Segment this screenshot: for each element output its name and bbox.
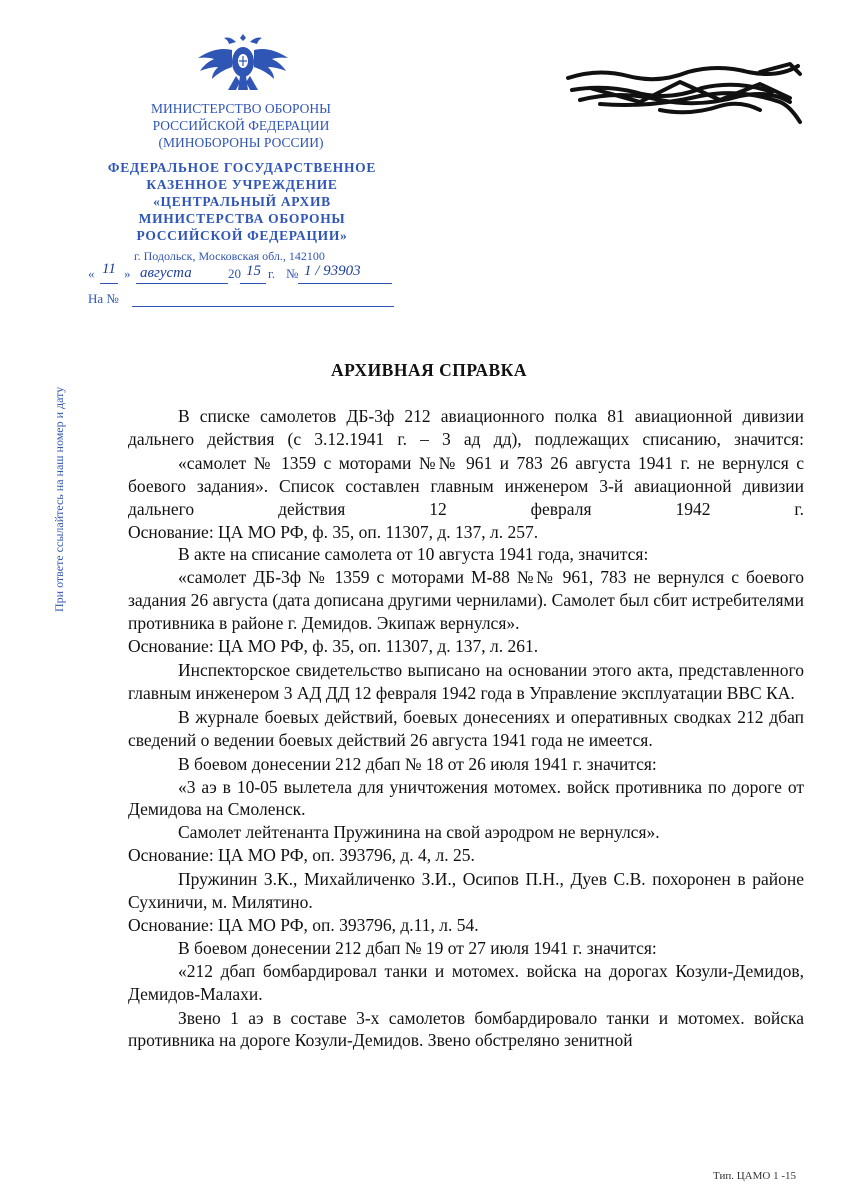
source-reference: Основание: ЦА МО РФ, ф. 35, оп. 11307, д. 137, л. 257. [128, 521, 539, 542]
quote-paragraph: «3 аэ в 10-05 вылетела для уничтожения мотомех. войск противника по дороге от Демидова на Смоленск. [128, 776, 804, 820]
emblem-eagle-icon [196, 30, 290, 94]
reference-line: На № [88, 291, 119, 306]
ministry-line: МИНИСТЕРСТВО ОБОРОНЫ [151, 101, 331, 116]
paragraph: Пружинин З.К., Михайличенко З.И., Осипов П.Н., Дуев С.В. похоронен в районе Сухиничи, м. Милятино. [128, 869, 804, 913]
date-year-label: г. [268, 266, 276, 281]
paragraph: В акте на списание самолета от 10 августа 1941 года, значится: [178, 544, 649, 565]
paragraph: В боевом донесении 212 дбап № 19 от 27 июля 1941 г. значится: [178, 937, 657, 958]
redaction-scribble [560, 60, 810, 135]
ministry-line: (МИНОБОРОНЫ РОССИИ) [158, 135, 324, 150]
date-year-prefix: 20 [228, 266, 241, 281]
paragraph: В журнале боевых действий, боевых донесениях и оперативных сводках 212 дбап сведений о ведении боевых действий 26 августа 1941 года не имеется. [128, 706, 804, 750]
ministry-line: РОССИЙСКОЙ ФЕДЕРАЦИИ [152, 118, 330, 133]
org-line: МИНИСТЕРСТВА ОБОРОНЫ [138, 211, 346, 226]
org-line: ФЕДЕРАЛЬНОЕ ГОСУДАРСТВЕННОЕ [107, 160, 377, 175]
source-reference: Основание: ЦА МО РФ, оп. 393796, д.11, л. 54. [128, 914, 479, 935]
org-line: РОССИЙСКОЙ ФЕДЕРАЦИИ» [136, 228, 348, 243]
print-code: Тип. ЦАМО 1 -15 [713, 1170, 796, 1182]
quote-paragraph: «самолет ДБ-3ф № 1359 с моторами М-88 №№ 961, 783 не вернулся с боевого задания 26 августа (дата дописана другими чернилами). Самолет был сбит истребителями противника в районе г. Демидов. Экипаж вернулся». [128, 567, 804, 634]
quote-paragraph: Самолет лейтенанта Пружинина на свой аэродром не вернулся». [178, 822, 660, 843]
paragraph: В боевом донесении 212 дбап № 18 от 26 июля 1941 г. значится: [178, 753, 657, 774]
date-day: 11 [102, 261, 116, 277]
paragraph: В списке самолетов ДБ-3ф 212 авиационного полка 81 авиационной дивизии дальнего действия (с 3.12.1941 г. – 3 ад дд), подлежащих списанию, значится: [128, 406, 804, 449]
document-body [128, 405, 804, 1052]
org-line: «ЦЕНТРАЛЬНЫЙ АРХИВ [153, 194, 331, 209]
document-title: АРХИВНАЯ СПРАВКА [331, 360, 527, 380]
organization-name [96, 159, 388, 244]
quote-paragraph: «212 дбап бомбардировал танки и мотомех. войска на дорогах Козули-Демидов, Демидов-Малахи. [128, 960, 804, 1004]
date-line: « 11 » августа 20 15 г. № 1 / 93903 [88, 261, 361, 281]
side-note: При ответе ссылайтесь на наш номер и дату [52, 386, 66, 612]
date-year-suffix: 15 [246, 263, 261, 279]
org-line: КАЗЕННОЕ УЧРЕЖДЕНИЕ [146, 177, 338, 192]
document-number: 1 / 93903 [304, 263, 361, 279]
ministry-name [120, 100, 362, 151]
source-reference: Основание: ЦА МО РФ, оп. 393796, д. 4, л. 25. [128, 845, 475, 866]
quote-paragraph: «самолет № 1359 с моторами №№ 961 и 783 26 августа 1941 г. не вернулся с боевого задания». Список составлен главным инженером 3-й авиационной дивизии дальнего действия 12 февраля 1942 г. [128, 452, 804, 519]
number-label: № [286, 266, 299, 281]
paragraph: Инспекторское свидетельство выписано на основании этого акта, представленного главным инженером 3 АД ДД 12 февраля 1942 года в Управление эксплуатации ВВС КА. [128, 659, 804, 703]
source-reference: Основание: ЦА МО РФ, ф. 35, оп. 11307, д. 137, л. 261. [128, 636, 539, 657]
address: г. Подольск, Московская обл., 142100 [134, 249, 325, 263]
quote-paragraph: Звено 1 аэ в составе 3-х самолетов бомбардировало танки и мотомех. войска противника на дороге Козули-Демидов. Звено обстреляно зенитной [128, 1007, 804, 1051]
date-month: августа [140, 265, 192, 281]
